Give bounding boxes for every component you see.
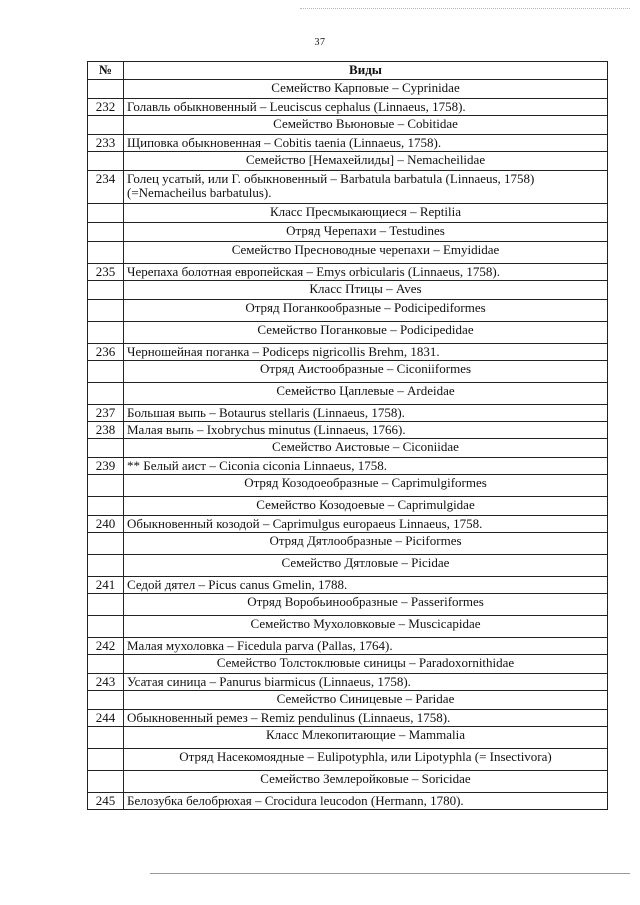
row-number-empty: [88, 322, 124, 344]
table-row-taxon-heading: [88, 80, 608, 99]
taxon-heading: Семейство Вьюновые – Cobitidae: [124, 116, 608, 135]
species-entry: Малая мухоловка – Ficedula parva (Pallas, 1764).: [124, 638, 608, 655]
taxon-heading: Семейство Пресноводные черепахи – Emyididae: [124, 242, 608, 264]
taxon-heading: Семейство Землеройковые – Soricidae: [124, 771, 608, 793]
row-number-empty: [88, 223, 124, 242]
table-row-taxon-heading: [88, 439, 608, 458]
species-number: 245: [88, 793, 124, 810]
taxon-heading: Отряд Дятлообразные – Piciformes: [124, 533, 608, 555]
column-header-species: Виды: [124, 62, 608, 80]
table-row-species: [88, 99, 608, 116]
table-row-species: [88, 264, 608, 281]
table-row-taxon-heading: [88, 497, 608, 516]
species-entry: Голавль обыкновенный – Leuciscus cephalus (Linnaeus, 1758).: [124, 99, 608, 116]
table-row-species: [88, 710, 608, 727]
row-number-empty: [88, 555, 124, 577]
table-row-taxon-heading: [88, 594, 608, 616]
row-number-empty: [88, 594, 124, 616]
row-number-empty: [88, 300, 124, 322]
row-number-empty: [88, 533, 124, 555]
row-number-empty: [88, 116, 124, 135]
row-number-empty: [88, 497, 124, 516]
taxon-heading: Семейство [Немахейлиды] – Nemacheilidae: [124, 152, 608, 171]
row-number-empty: [88, 691, 124, 710]
species-number: 233: [88, 135, 124, 152]
table-row-taxon-heading: [88, 475, 608, 497]
species-number: 242: [88, 638, 124, 655]
species-entry: Голец усатый, или Г. обыкновенный – Barbatula barbatula (Linnaeus, 1758) (=Nemacheilus barbatulus).: [124, 171, 608, 204]
row-number-empty: [88, 616, 124, 638]
table-row-species: [88, 171, 608, 204]
row-number-empty: [88, 771, 124, 793]
table-row-taxon-heading: [88, 555, 608, 577]
taxon-heading: Класс Млекопитающие – Mammalia: [124, 727, 608, 749]
row-number-empty: [88, 242, 124, 264]
taxon-heading: Отряд Козодоеобразные – Caprimulgiformes: [124, 475, 608, 497]
species-entry: Обыкновенный ремез – Remiz pendulinus (Linnaeus, 1758).: [124, 710, 608, 727]
table-row-species: [88, 674, 608, 691]
species-entry: Малая выпь – Ixobrychus minutus (Linnaeus, 1766).: [124, 422, 608, 439]
table-row-taxon-heading: [88, 361, 608, 383]
row-number-empty: [88, 439, 124, 458]
taxon-heading: Семейство Толстоклювые синицы – Paradoxornithidae: [124, 655, 608, 674]
species-number: 241: [88, 577, 124, 594]
table-row-taxon-heading: [88, 771, 608, 793]
taxon-heading: Класс Пресмыкающиеся – Reptilia: [124, 204, 608, 223]
species-number: 232: [88, 99, 124, 116]
species-entry: Усатая синица – Panurus biarmicus (Linnaeus, 1758).: [124, 674, 608, 691]
table-row-taxon-heading: [88, 152, 608, 171]
species-entry: Черношейная поганка – Podiceps nigricollis Brehm, 1831.: [124, 344, 608, 361]
table-row-taxon-heading: [88, 204, 608, 223]
species-number: 237: [88, 405, 124, 422]
table-row-taxon-heading: [88, 116, 608, 135]
table-row-taxon-heading: [88, 655, 608, 674]
scan-edge-top: [300, 8, 630, 9]
table-row-taxon-heading: [88, 300, 608, 322]
taxon-heading: Семейство Мухоловковые – Muscicapidae: [124, 616, 608, 638]
table-row-species: [88, 422, 608, 439]
table-row-taxon-heading: [88, 727, 608, 749]
table-row-species: [88, 344, 608, 361]
table-row-species: [88, 458, 608, 475]
taxon-heading: Семейство Дятловые – Picidae: [124, 555, 608, 577]
species-entry: Обыкновенный козодой – Caprimulgus europaeus Linnaeus, 1758.: [124, 516, 608, 533]
row-number-empty: [88, 383, 124, 405]
species-number: 238: [88, 422, 124, 439]
species-entry: Большая выпь – Botaurus stellaris (Linnaeus, 1758).: [124, 405, 608, 422]
species-entry: Седой дятел – Picus canus Gmelin, 1788.: [124, 577, 608, 594]
row-number-empty: [88, 475, 124, 497]
table-row-taxon-heading: [88, 223, 608, 242]
taxon-heading: Класс Птицы – Aves: [124, 281, 608, 300]
taxon-heading: Отряд Насекомоядные – Eulipotyphla, или Lipotyphla (= Insectivora): [124, 749, 608, 771]
species-number: 239: [88, 458, 124, 475]
table-row-species: [88, 577, 608, 594]
table-row-taxon-heading: [88, 616, 608, 638]
species-number: 243: [88, 674, 124, 691]
species-number: 240: [88, 516, 124, 533]
species-entry: Черепаха болотная европейская – Emys orbicularis (Linnaeus, 1758).: [124, 264, 608, 281]
species-number: 235: [88, 264, 124, 281]
taxon-heading: Семейство Карповые – Cyprinidae: [124, 80, 608, 99]
row-number-empty: [88, 204, 124, 223]
table-row-species: [88, 135, 608, 152]
taxon-heading: Семейство Козодоевые – Caprimulgidae: [124, 497, 608, 516]
species-table: [87, 61, 608, 810]
page-number: 37: [314, 37, 326, 48]
table-body: [88, 80, 608, 810]
row-number-empty: [88, 152, 124, 171]
table-row-taxon-heading: [88, 749, 608, 771]
row-number-empty: [88, 281, 124, 300]
table-row-species: [88, 405, 608, 422]
row-number-empty: [88, 727, 124, 749]
taxon-heading: Отряд Воробьинообразные – Passeriformes: [124, 594, 608, 616]
row-number-empty: [88, 655, 124, 674]
species-number: 244: [88, 710, 124, 727]
species-number: 236: [88, 344, 124, 361]
taxon-heading: Семейство Аистовые – Ciconiidae: [124, 439, 608, 458]
table-row-taxon-heading: [88, 281, 608, 300]
row-number-empty: [88, 80, 124, 99]
taxon-heading: Отряд Аистообразные – Ciconiiformes: [124, 361, 608, 383]
table-row-species: [88, 793, 608, 810]
species-entry: Щиповка обыкновенная – Cobitis taenia (Linnaeus, 1758).: [124, 135, 608, 152]
taxon-heading: Семейство Поганковые – Podicipedidae: [124, 322, 608, 344]
table-row-taxon-heading: [88, 242, 608, 264]
table-row-taxon-heading: [88, 383, 608, 405]
table-header-row: [88, 62, 608, 80]
taxon-heading: Отряд Черепахи – Testudines: [124, 223, 608, 242]
table-row-species: [88, 516, 608, 533]
taxon-heading: Отряд Поганкообразные – Podicipediformes: [124, 300, 608, 322]
row-number-empty: [88, 749, 124, 771]
scan-edge-bottom: [150, 873, 630, 874]
taxon-heading: Семейство Синицевые – Paridae: [124, 691, 608, 710]
species-entry: ** Белый аист – Ciconia ciconia Linnaeus, 1758.: [124, 458, 608, 475]
species-entry: Белозубка белобрюхая – Crocidura leucodon (Hermann, 1780).: [124, 793, 608, 810]
table-row-taxon-heading: [88, 691, 608, 710]
column-header-number: №: [88, 62, 124, 80]
taxon-heading: Семейство Цаплевые – Ardeidae: [124, 383, 608, 405]
row-number-empty: [88, 361, 124, 383]
table-row-taxon-heading: [88, 322, 608, 344]
species-number: 234: [88, 171, 124, 204]
table-row-species: [88, 638, 608, 655]
table-row-taxon-heading: [88, 533, 608, 555]
